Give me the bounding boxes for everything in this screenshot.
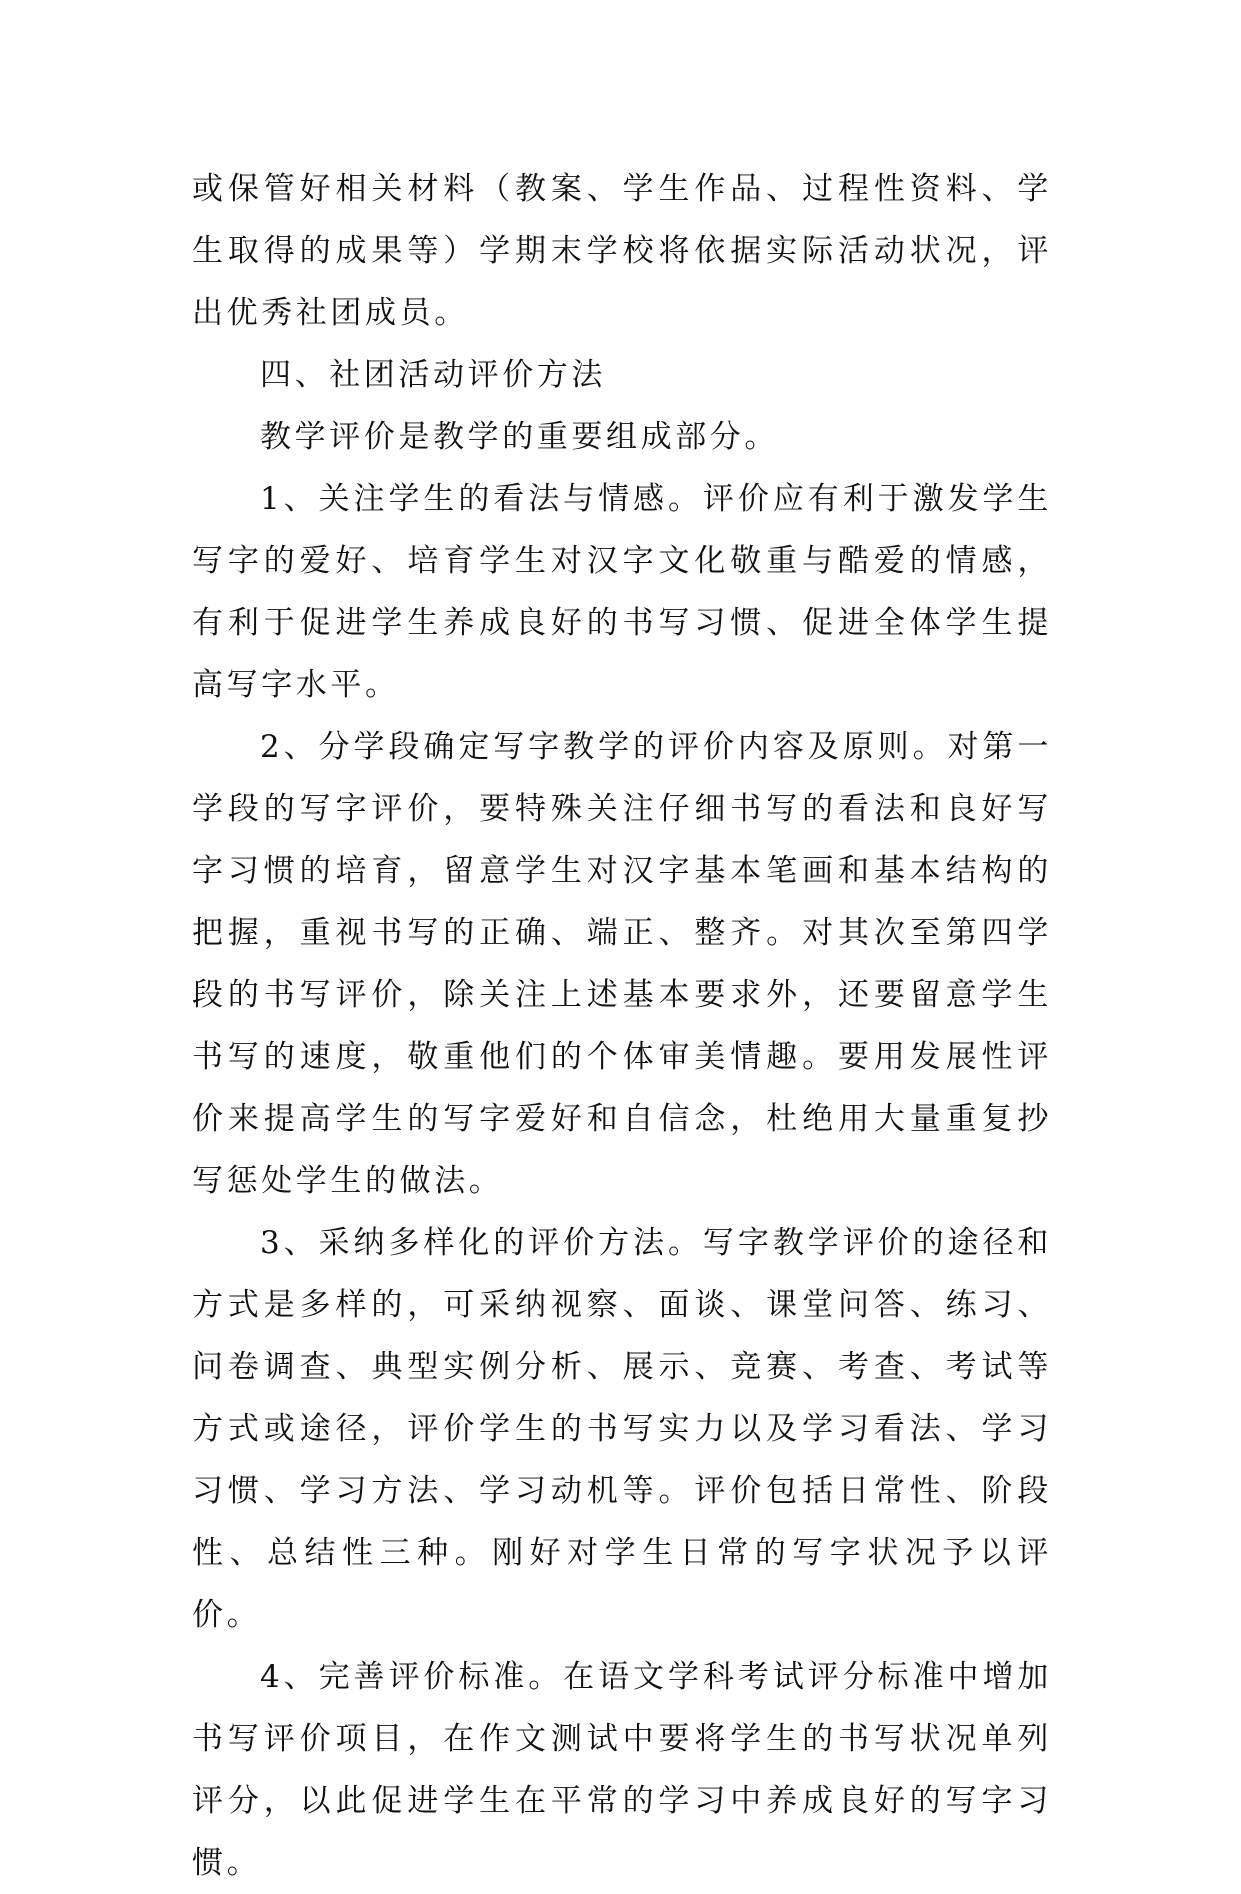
section-heading: 四、社团活动评价方法 — [260, 357, 606, 393]
paragraph-intro: 教学评价是教学的重要组成部分。 — [260, 419, 779, 455]
paragraph-item-2: 2、分学段确定写字教学的评价内容及原则。对第一学段的写字评价，要特殊关注仔细书写的看法和良好写字习惯的培育，留意学生对汉字基本笔画和基本结构的把握，重视书写的正确、端正、整齐。对其次至第四学段的书写评价，除关注上述基本要求外，还要留意学生书写的速度，敬重他们的个体审美情趣。要用发展性评价来提高学生的写字爱好和自信念，杜绝用大量重复抄写惩处学生的做法。 — [192, 729, 1052, 1199]
document-body — [192, 158, 1052, 1894]
paragraph-item-3: 3、采纳多样化的评价方法。写字教学评价的途径和方式是多样的，可采纳视察、面谈、课堂问答、练习、问卷调查、典型实例分析、展示、竞赛、考查、考试等方式或途径，评价学生的书写实力以及学习看法、学习习惯、学习方法、学习动机等。评价包括日常性、阶段性、总结性三种。刚好对学生日常的写字状况予以评价。 — [192, 1225, 1052, 1633]
paragraph-continuation: 或保管好相关材料（教案、学生作品、过程性资料、学生取得的成果等）学期末学校将依据实际活动状况，评出优秀社团成员。 — [192, 171, 1052, 331]
paragraph-item-4: 4、完善评价标准。在语文学科考试评分标准中增加书写评价项目，在作文测试中要将学生的书写状况单列评分，以此促进学生在平常的学习中养成良好的写字习惯。 — [192, 1659, 1052, 1881]
paragraph-item-1: 1、关注学生的看法与情感。评价应有利于激发学生写字的爱好、培育学生对汉字文化敬重与酷爱的情感，有利于促进学生养成良好的书写习惯、促进全体学生提高写字水平。 — [192, 481, 1052, 703]
